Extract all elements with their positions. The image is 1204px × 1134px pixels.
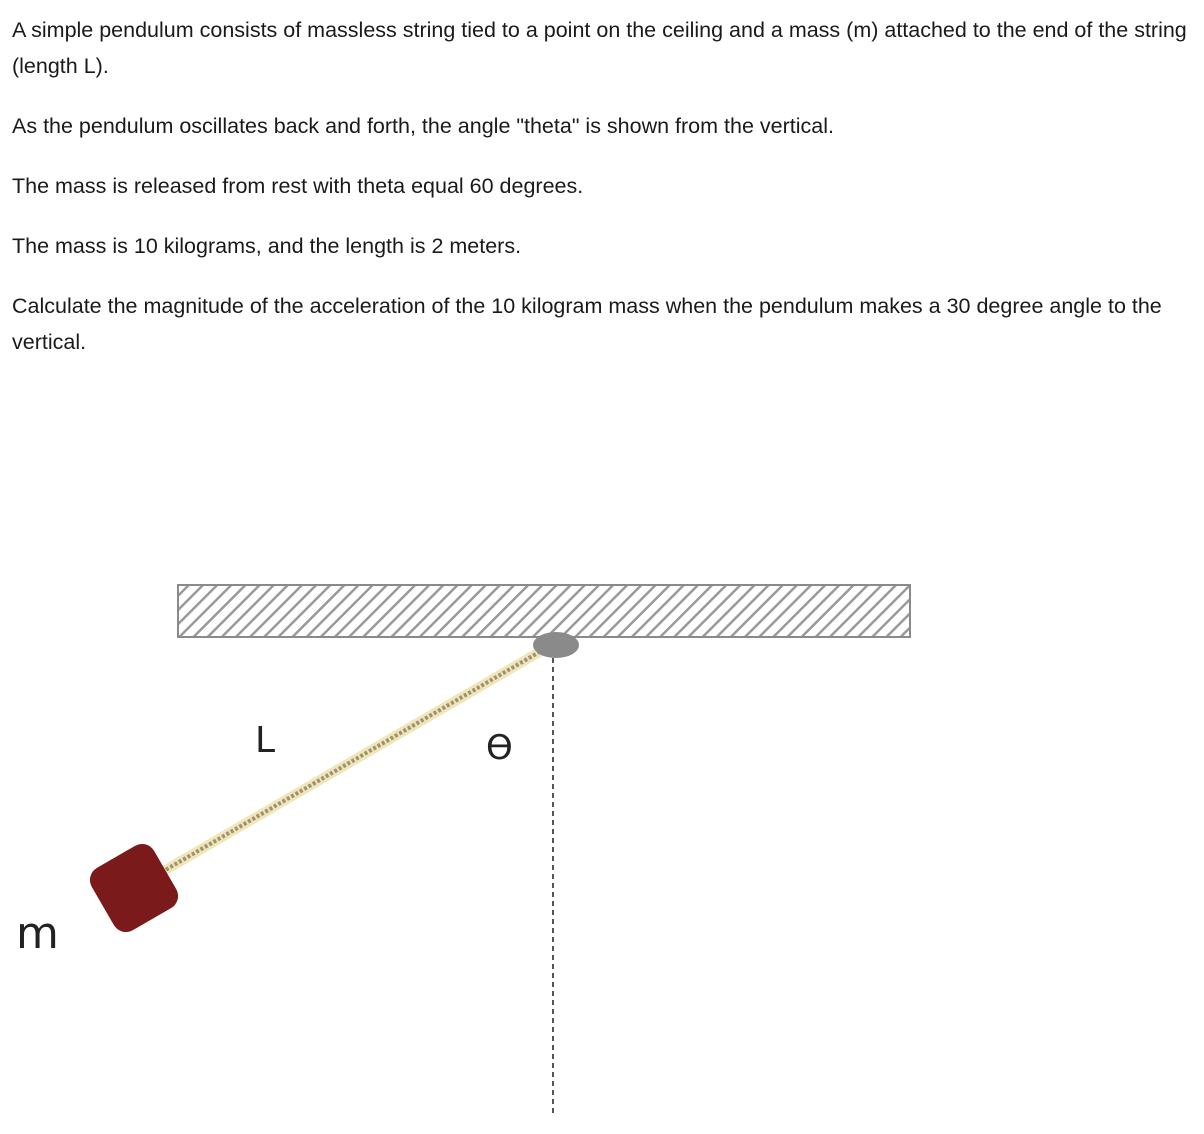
pendulum-diagram [0, 560, 1204, 1134]
paragraph-angle: As the pendulum oscillates back and forth, the angle "theta" is shown from the vertical. [12, 114, 834, 138]
theta-label: ϴ [486, 728, 513, 768]
question-text [12, 12, 1188, 384]
ceiling [178, 585, 910, 637]
length-label: L [255, 720, 276, 761]
pendulum-mass [85, 839, 183, 937]
pivot-point [533, 632, 579, 658]
pendulum-svg [0, 560, 1204, 1134]
paragraph-setup: A simple pendulum consists of massless string tied to a point on the ceiling and a mass (m) attached to the end of the string (length L). [12, 18, 1187, 78]
paragraph-task: Calculate the magnitude of the acceleration of the 10 kilogram mass when the pendulum makes a 30 degree angle to the vertical. [12, 294, 1162, 354]
paragraph-release: The mass is released from rest with theta equal 60 degrees. [12, 174, 584, 198]
mass-label: m [16, 908, 59, 959]
paragraph-given-values: The mass is 10 kilograms, and the length is 2 meters. [12, 234, 522, 258]
